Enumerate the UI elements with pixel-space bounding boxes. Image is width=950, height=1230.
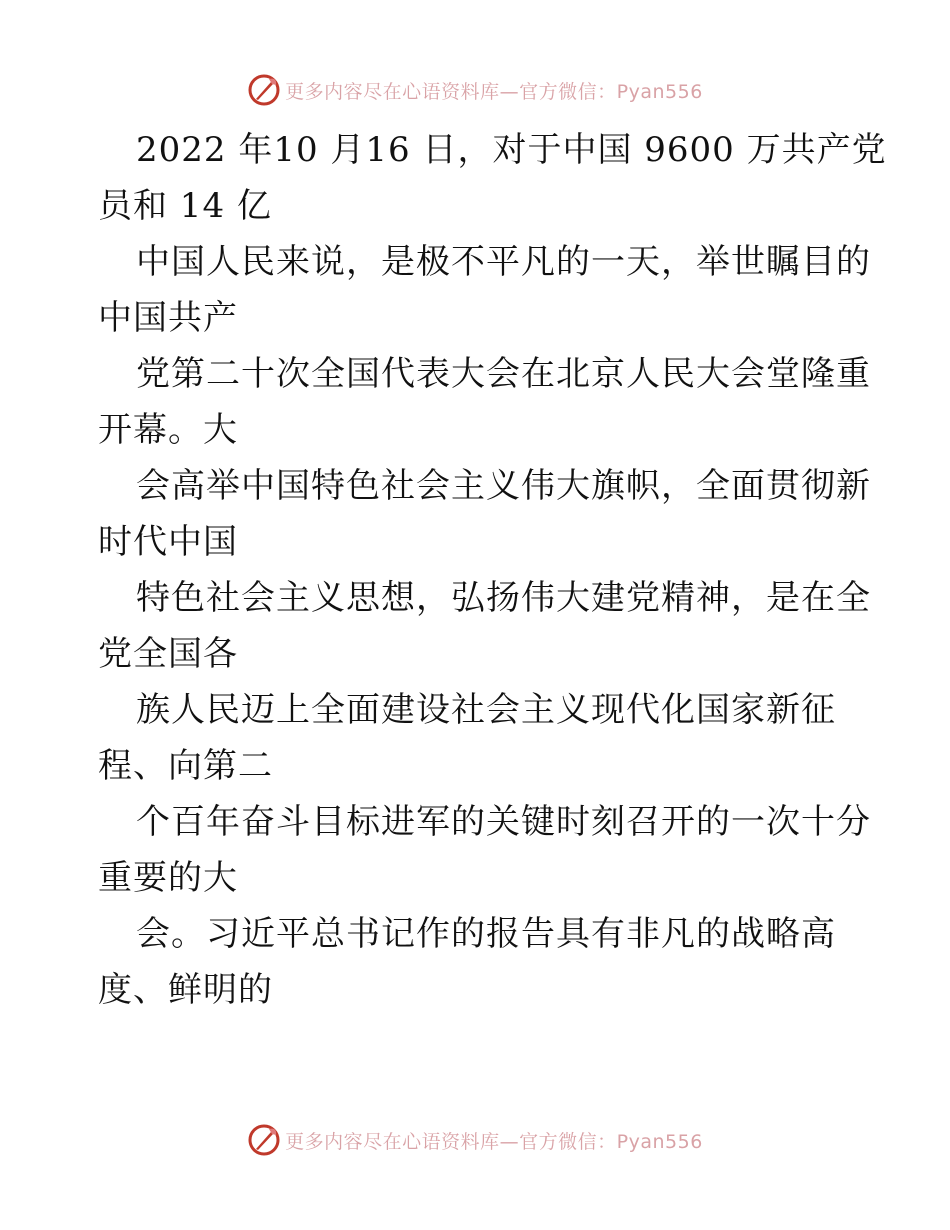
- paragraph-line: 度、鲜明的: [98, 970, 273, 1010]
- paragraph-line: 程、向第二: [98, 746, 273, 786]
- paragraph-line: 个百年奋斗目标进军的关键时刻召开的一次十分: [136, 802, 871, 842]
- paragraph-line: 开幕。大: [98, 410, 238, 450]
- paragraph-line: 党第二十次全国代表大会在北京人民大会堂隆重: [136, 354, 871, 394]
- paragraph-line: 会高举中国特色社会主义伟大旗帜，全面贯彻新: [136, 466, 871, 506]
- footer-banner: [0, 1120, 950, 1160]
- quill-logo-icon: [247, 1123, 281, 1157]
- paragraph-line: 中国共产: [98, 298, 238, 338]
- header-banner: [0, 70, 950, 110]
- paragraph: [98, 570, 871, 682]
- header-banner-text: 更多内容尽在心语资料库—官方微信：Pyan556: [285, 80, 703, 103]
- quill-logo-icon: [247, 73, 281, 107]
- paragraph-line: 特色社会主义思想，弘扬伟大建党精神，是在全: [136, 578, 871, 618]
- paragraph-line: 2022 年10 月16 日，对于中国 9600 万共产党: [136, 130, 887, 170]
- paragraph: [98, 234, 871, 346]
- paragraph-line: 党全国各: [98, 634, 238, 674]
- paragraph-line: 时代中国: [98, 522, 238, 562]
- paragraph-line: 中国人民来说，是极不平凡的一天，举世瞩目的: [136, 242, 871, 282]
- paragraph: [98, 906, 858, 1018]
- paragraph: [98, 458, 871, 570]
- document-body: [98, 122, 887, 1018]
- paragraph-line: 重要的大: [98, 858, 238, 898]
- paragraph-line: 族人民迈上全面建设社会主义现代化国家新征: [136, 690, 836, 730]
- paragraph: [98, 122, 887, 234]
- paragraph-line: 会。习近平总书记作的报告具有非凡的战略高: [136, 914, 836, 954]
- paragraph: [98, 682, 858, 794]
- footer-banner-text: 更多内容尽在心语资料库—官方微信：Pyan556: [285, 1130, 703, 1153]
- paragraph-line: 员和 14 亿: [98, 186, 272, 226]
- paragraph: [98, 794, 871, 906]
- paragraph: [98, 346, 871, 458]
